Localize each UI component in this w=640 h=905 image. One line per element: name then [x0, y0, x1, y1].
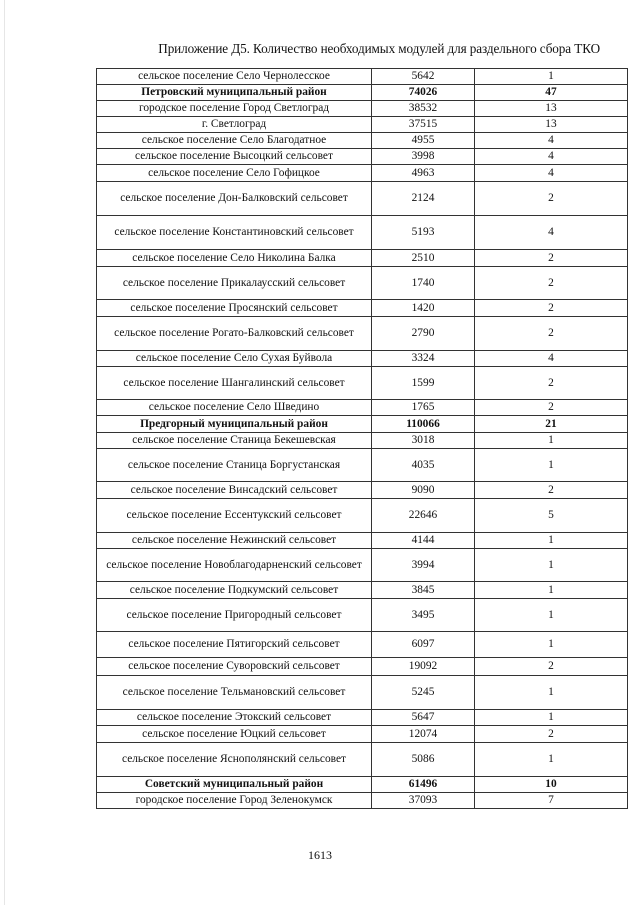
population-cell: 5642: [372, 69, 475, 85]
settlement-name-cell: сельское поселение Ессентукский сельсовет: [97, 499, 372, 533]
settlement-name-cell: сельское поселение Шангалинский сельсовет: [97, 367, 372, 400]
settlement-name-cell: сельское поселение Пригородный сельсовет: [97, 599, 372, 632]
settlement-name-cell: сельское поселение Суворовский сельсовет: [97, 658, 372, 676]
settlement-name-cell: городское поселение Город Зеленокумск: [97, 793, 372, 809]
table-row: [97, 726, 628, 743]
population-cell: 12074: [372, 726, 475, 743]
table-row: [97, 482, 628, 499]
modules-count-cell: 2: [475, 482, 628, 499]
settlement-name-cell: сельское поселение Подкумский сельсовет: [97, 582, 372, 599]
modules-count-cell: 1: [475, 449, 628, 482]
modules-count-cell: 4: [475, 351, 628, 367]
population-cell: 3998: [372, 149, 475, 165]
settlement-name-cell: сельское поселение Константиновский сельсовет: [97, 216, 372, 250]
page-header-title: Приложение Д5. Количество необходимых модулей для раздельного сбора ТКО: [158, 41, 600, 56]
population-cell: 4963: [372, 165, 475, 182]
table-row: [97, 250, 628, 267]
settlement-name-cell: сельское поселение Просянский сельсовет: [97, 300, 372, 317]
table-row: [97, 400, 628, 416]
modules-count-cell: 47: [475, 85, 628, 101]
modules-count-cell: 1: [475, 582, 628, 599]
table-row: [97, 165, 628, 182]
modules-table: [96, 68, 628, 809]
modules-count-cell: 1: [475, 632, 628, 658]
population-cell: 4144: [372, 533, 475, 549]
table-row: [97, 449, 628, 482]
settlement-name-cell: сельское поселение Станица Бекешевская: [97, 433, 372, 449]
modules-count-cell: 1: [475, 433, 628, 449]
population-cell: 110066: [372, 416, 475, 433]
population-cell: 4035: [372, 449, 475, 482]
population-cell: 74026: [372, 85, 475, 101]
table-row: [97, 182, 628, 216]
modules-count-cell: 13: [475, 101, 628, 117]
settlement-name-cell: сельское поселение Прикалаусский сельсовет: [97, 267, 372, 300]
table-row: [97, 149, 628, 165]
table-row: [97, 216, 628, 250]
settlement-name-cell: сельское поселение Этокский сельсовет: [97, 710, 372, 726]
population-cell: 1420: [372, 300, 475, 317]
district-row: [97, 777, 628, 793]
table-row: [97, 367, 628, 400]
settlement-name-cell: сельское поселение Яснополянский сельсовет: [97, 743, 372, 777]
scan-margin-line: [4, 0, 5, 905]
modules-count-cell: 7: [475, 793, 628, 809]
settlement-name-cell: сельское поселение Винсадский сельсовет: [97, 482, 372, 499]
settlement-name-cell: сельское поселение Высоцкий сельсовет: [97, 149, 372, 165]
population-cell: 38532: [372, 101, 475, 117]
table-row: [97, 117, 628, 133]
modules-count-cell: 2: [475, 300, 628, 317]
population-cell: 19092: [372, 658, 475, 676]
modules-count-cell: 1: [475, 69, 628, 85]
population-cell: 5193: [372, 216, 475, 250]
modules-count-cell: 21: [475, 416, 628, 433]
table-row: [97, 533, 628, 549]
table-row: [97, 499, 628, 533]
modules-count-cell: 2: [475, 726, 628, 743]
population-cell: 5647: [372, 710, 475, 726]
population-cell: 37093: [372, 793, 475, 809]
modules-count-cell: 2: [475, 400, 628, 416]
modules-count-cell: 4: [475, 133, 628, 149]
page-number: 1613: [308, 848, 332, 862]
settlement-name-cell: сельское поселение Тельмановский сельсовет: [97, 676, 372, 710]
table-row: [97, 300, 628, 317]
modules-count-cell: 4: [475, 216, 628, 250]
table-row: [97, 793, 628, 809]
population-cell: 2790: [372, 317, 475, 351]
settlement-name-cell: сельское поселение Нежинский сельсовет: [97, 533, 372, 549]
population-cell: 9090: [372, 482, 475, 499]
modules-count-cell: 10: [475, 777, 628, 793]
modules-count-cell: 1: [475, 599, 628, 632]
modules-count-cell: 1: [475, 533, 628, 549]
modules-count-cell: 2: [475, 250, 628, 267]
settlement-name-cell: сельское поселение Дон-Балковский сельсовет: [97, 182, 372, 216]
population-cell: 3994: [372, 549, 475, 582]
table-row: [97, 549, 628, 582]
table-row: [97, 743, 628, 777]
settlement-name-cell: городское поселение Город Светлоград: [97, 101, 372, 117]
settlement-name-cell: Петровский муниципальный район: [97, 85, 372, 101]
settlement-name-cell: сельское поселение Юцкий сельсовет: [97, 726, 372, 743]
population-cell: 6097: [372, 632, 475, 658]
population-cell: 5086: [372, 743, 475, 777]
population-cell: 61496: [372, 777, 475, 793]
table-row: [97, 599, 628, 632]
population-cell: 1765: [372, 400, 475, 416]
population-cell: 3845: [372, 582, 475, 599]
modules-count-cell: 2: [475, 182, 628, 216]
table-row: [97, 433, 628, 449]
settlement-name-cell: сельское поселение Село Сухая Буйвола: [97, 351, 372, 367]
population-cell: 3324: [372, 351, 475, 367]
table-row: [97, 632, 628, 658]
table-row: [97, 69, 628, 85]
modules-count-cell: 2: [475, 658, 628, 676]
population-cell: 2510: [372, 250, 475, 267]
settlement-name-cell: сельское поселение Рогато-Балковский сельсовет: [97, 317, 372, 351]
settlement-name-cell: Предгорный муниципальный район: [97, 416, 372, 433]
table-row: [97, 582, 628, 599]
settlement-name-cell: сельское поселение Село Гофицкое: [97, 165, 372, 182]
population-cell: 4955: [372, 133, 475, 149]
population-cell: 22646: [372, 499, 475, 533]
district-row: [97, 416, 628, 433]
settlement-name-cell: сельское поселение Станица Боргустанская: [97, 449, 372, 482]
modules-count-cell: 1: [475, 549, 628, 582]
settlement-name-cell: сельское поселение Село Чернолесское: [97, 69, 372, 85]
modules-count-cell: 1: [475, 710, 628, 726]
population-cell: 3018: [372, 433, 475, 449]
table-row: [97, 267, 628, 300]
settlement-name-cell: сельское поселение Село Николина Балка: [97, 250, 372, 267]
modules-table-body: [97, 69, 628, 809]
settlement-name-cell: сельское поселение Село Шведино: [97, 400, 372, 416]
table-row: [97, 710, 628, 726]
settlement-name-cell: сельское поселение Село Благодатное: [97, 133, 372, 149]
settlement-name-cell: Советский муниципальный район: [97, 777, 372, 793]
modules-count-cell: 13: [475, 117, 628, 133]
modules-count-cell: 2: [475, 267, 628, 300]
table-row: [97, 676, 628, 710]
table-row: [97, 658, 628, 676]
settlement-name-cell: сельское поселение Новоблагодарненский сельсовет: [97, 549, 372, 582]
table-row: [97, 133, 628, 149]
table-row: [97, 101, 628, 117]
modules-count-cell: 5: [475, 499, 628, 533]
population-cell: 1740: [372, 267, 475, 300]
population-cell: 2124: [372, 182, 475, 216]
settlement-name-cell: сельское поселение Пятигорский сельсовет: [97, 632, 372, 658]
population-cell: 37515: [372, 117, 475, 133]
table-row: [97, 351, 628, 367]
modules-count-cell: 4: [475, 149, 628, 165]
table-row: [97, 317, 628, 351]
modules-count-cell: 4: [475, 165, 628, 182]
modules-count-cell: 1: [475, 743, 628, 777]
modules-count-cell: 1: [475, 676, 628, 710]
population-cell: 1599: [372, 367, 475, 400]
district-row: [97, 85, 628, 101]
modules-count-cell: 2: [475, 317, 628, 351]
population-cell: 3495: [372, 599, 475, 632]
population-cell: 5245: [372, 676, 475, 710]
settlement-name-cell: г. Светлоград: [97, 117, 372, 133]
modules-count-cell: 2: [475, 367, 628, 400]
